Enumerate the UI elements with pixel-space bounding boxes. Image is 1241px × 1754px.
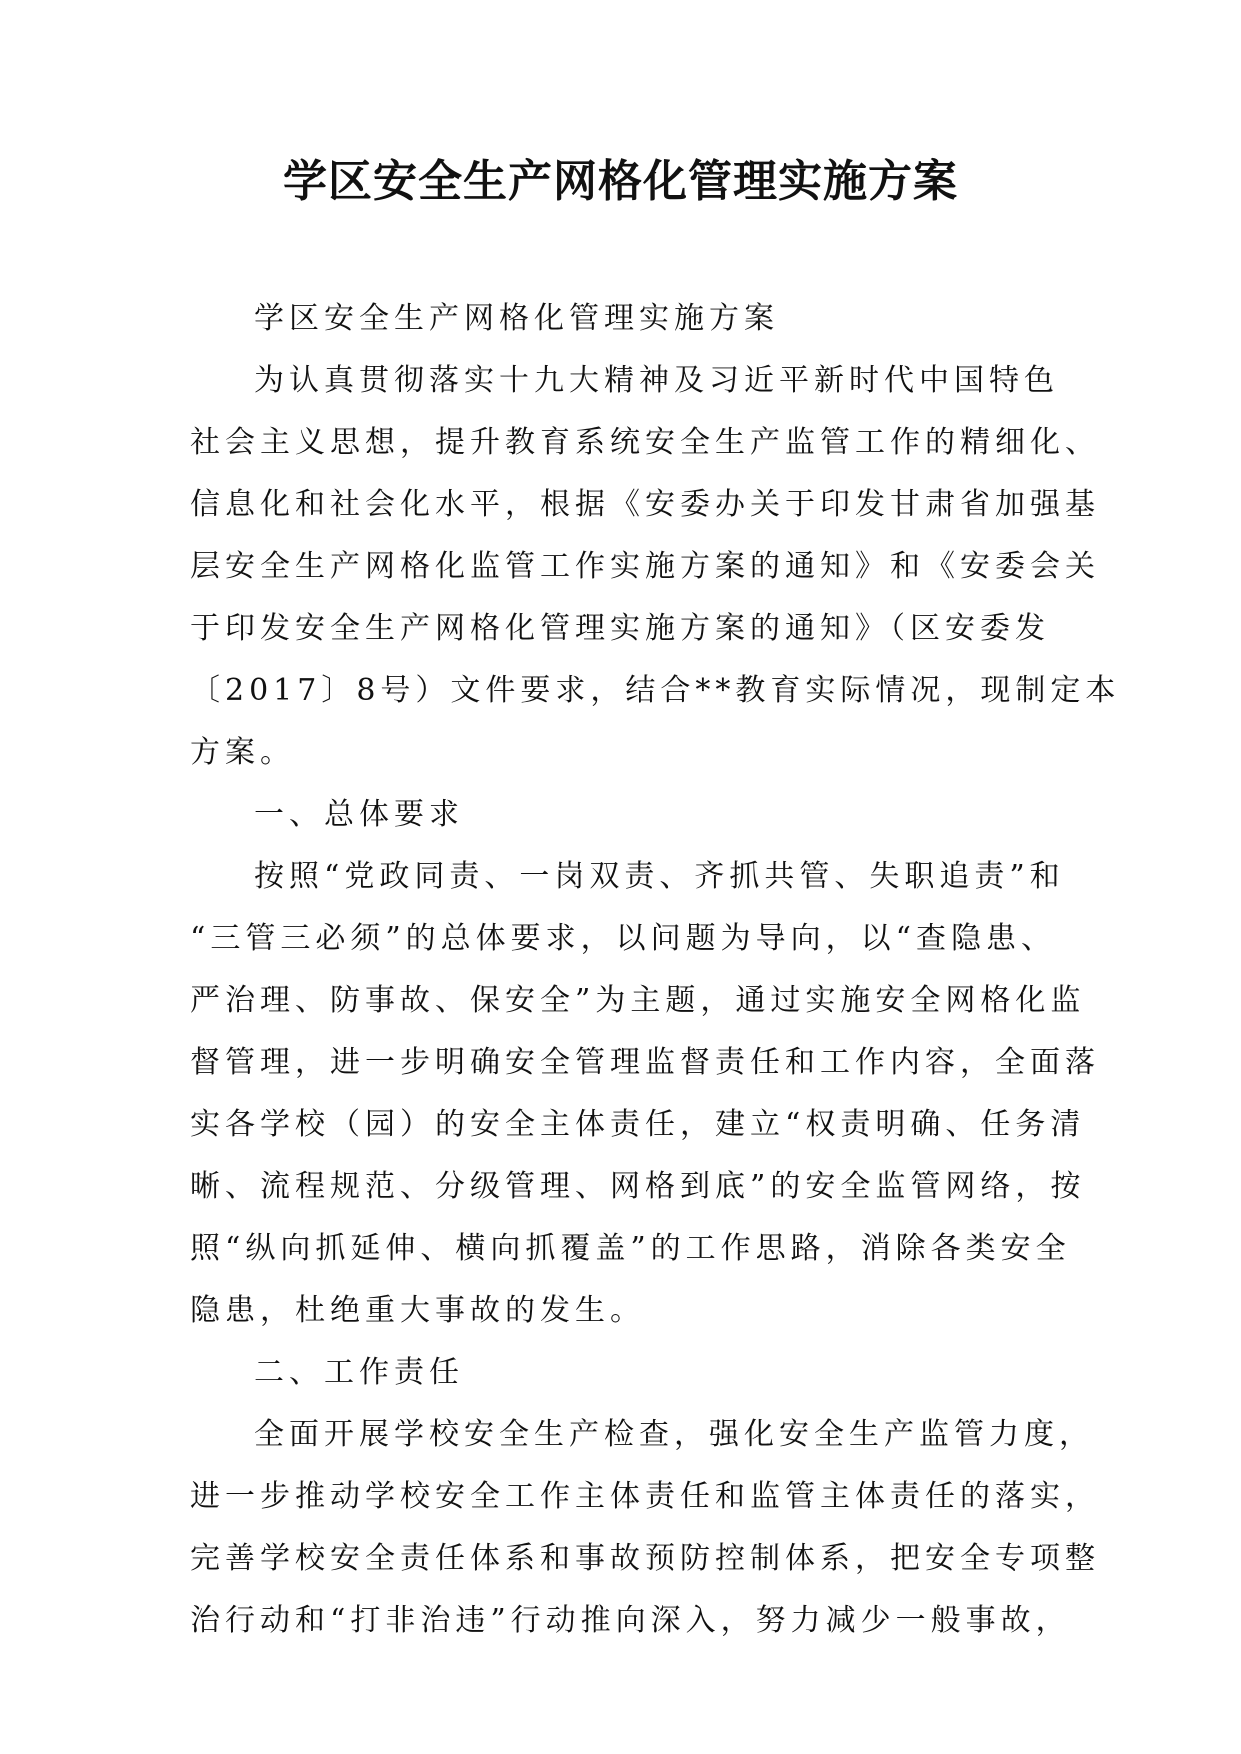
text-line: 二、工作责任 bbox=[254, 1355, 464, 1390]
text-line: 实各学校（园）的安全主体责任，建立“权责明确、任务清 bbox=[190, 1107, 1086, 1142]
text-line: 层安全生产网格化监管工作实施方案的通知》和《安委会关 bbox=[190, 549, 1100, 584]
document-body bbox=[190, 288, 1121, 1652]
text-line: 学区安全生产网格化管理实施方案 bbox=[254, 301, 779, 336]
text-line: 全面开展学校安全生产检查，强化安全生产监管力度， bbox=[254, 1417, 1094, 1452]
text-line: 方案。 bbox=[190, 735, 295, 770]
text-line: 晰、流程规范、分级管理、网格到底”的安全监管网络，按 bbox=[190, 1169, 1086, 1204]
text-line: 〔2017〕8号）文件要求，结合**教育实际情况，现制定本 bbox=[190, 673, 1121, 708]
text-line: “三管三必须”的总体要求，以问题为导向，以“查隐患、 bbox=[190, 921, 1057, 956]
text-line: 为认真贯彻落实十九大精神及习近平新时代中国特色 bbox=[254, 363, 1059, 398]
text-line: 照“纵向抓延伸、横向抓覆盖”的工作思路，消除各类安全 bbox=[190, 1231, 1071, 1266]
text-line: 一、总体要求 bbox=[254, 797, 464, 832]
text-line: 治行动和“打非治违”行动推向深入，努力减少一般事故， bbox=[190, 1603, 1071, 1638]
text-line: 督管理，进一步明确安全管理监督责任和工作内容，全面落 bbox=[190, 1045, 1100, 1080]
text-line: 社会主义思想，提升教育系统安全生产监管工作的精细化、 bbox=[190, 425, 1100, 460]
text-line: 严治理、防事故、保安全”为主题，通过实施安全网格化监 bbox=[190, 983, 1086, 1018]
text-line: 于印发安全生产网格化管理实施方案的通知》（区安委发 bbox=[190, 611, 1050, 646]
text-line: 隐患，杜绝重大事故的发生。 bbox=[190, 1293, 645, 1328]
text-line: 进一步推动学校安全工作主体责任和监管主体责任的落实， bbox=[190, 1479, 1100, 1514]
document-title: 学区安全生产网格化管理实施方案 bbox=[283, 156, 958, 207]
text-line: 按照“党政同责、一岗双责、齐抓共管、失职追责”和 bbox=[254, 859, 1065, 894]
text-line: 完善学校安全责任体系和事故预防控制体系，把安全专项整 bbox=[190, 1541, 1100, 1576]
text-line: 信息化和社会化水平，根据《安委办关于印发甘肃省加强基 bbox=[190, 487, 1100, 522]
